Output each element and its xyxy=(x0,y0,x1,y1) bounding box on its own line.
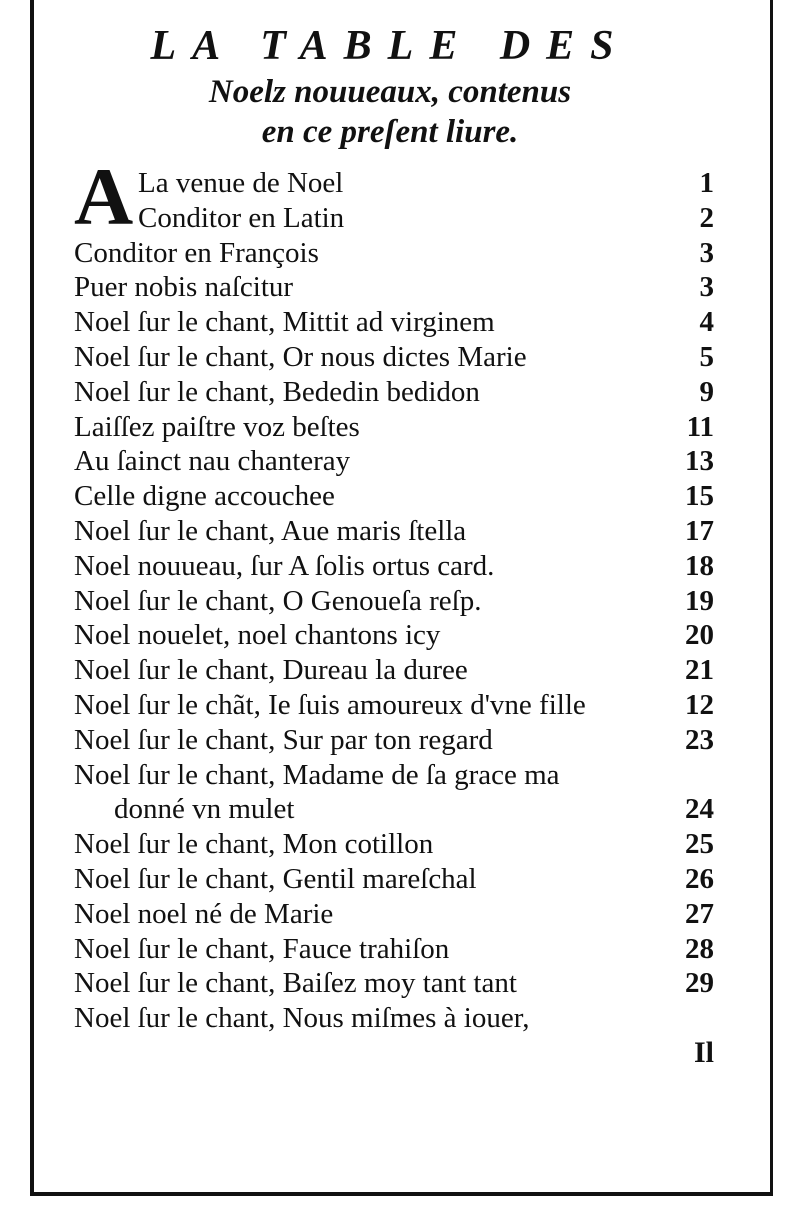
toc-entry-page: 13 xyxy=(685,445,714,478)
table-subtitle-2: en ce preſent liure. xyxy=(261,114,519,150)
toc-entry-page: 25 xyxy=(685,828,714,861)
page-border-bottom xyxy=(30,1192,773,1196)
toc-entry-page: 5 xyxy=(699,340,714,373)
toc-entry-page: 3 xyxy=(699,236,714,269)
toc-entry-title: Noel noel né de Marie xyxy=(74,897,334,930)
toc-entry-page: 29 xyxy=(685,967,714,1000)
toc-entry-page: 27 xyxy=(685,897,714,930)
toc-entry xyxy=(74,479,714,514)
toc-entry-page: 17 xyxy=(685,514,714,547)
toc-entry-page: 15 xyxy=(685,480,714,513)
table-of-contents xyxy=(74,166,714,1071)
toc-entry-page: 24 xyxy=(685,793,714,826)
page-border-left xyxy=(30,0,34,1196)
toc-entry-page: 19 xyxy=(685,584,714,617)
toc-entry xyxy=(74,166,714,201)
toc-entry-title: Noel ſur le chant, Or nous dictes Marie xyxy=(74,340,527,373)
toc-entry xyxy=(74,305,714,340)
toc-entry-page: 2 xyxy=(699,201,714,234)
toc-entry-title: Noel ſur le chant, Madame de ſa grace ma xyxy=(74,758,560,791)
toc-entry-title: Noel ſur le chant, Dureau la duree xyxy=(74,654,468,687)
toc-entry xyxy=(74,618,714,653)
toc-entry-page: 28 xyxy=(685,932,714,965)
toc-entry xyxy=(74,584,714,619)
toc-entry xyxy=(74,410,714,445)
toc-entry xyxy=(74,758,714,793)
toc-entry xyxy=(74,827,714,862)
toc-entry-title: Noel ſur le chant, Baiſez moy tant tant xyxy=(74,967,517,1000)
toc-entry xyxy=(74,653,714,688)
toc-entry-title: Noel nouelet, noel chantons icy xyxy=(74,619,441,652)
toc-entry xyxy=(74,688,714,723)
toc-entry xyxy=(74,270,714,305)
toc-entry xyxy=(74,966,714,1001)
page-border-right xyxy=(770,0,773,1196)
table-title: LA TABLE DES xyxy=(150,23,630,69)
toc-entry xyxy=(74,340,714,375)
toc-entry-page: 11 xyxy=(686,410,714,443)
toc-entry xyxy=(74,862,714,897)
toc-entry-title: Conditor en François xyxy=(74,236,319,269)
toc-entry-title: Conditor en Latin xyxy=(138,201,345,234)
toc-entry xyxy=(74,444,714,479)
toc-entry-title: Noel ſur le chant, Mittit ad virginem xyxy=(74,306,495,339)
toc-entry-page: 9 xyxy=(699,375,714,408)
toc-entry xyxy=(74,514,714,549)
toc-entry xyxy=(74,932,714,967)
toc-entry-title: Noel ſur le chant, Mon cotillon xyxy=(74,828,434,861)
toc-entry-page: 12 xyxy=(685,688,714,721)
toc-entry-title: Laiſſez paiſtre voz beſtes xyxy=(74,410,360,443)
toc-entry-title: La venue de Noel xyxy=(138,167,344,199)
toc-entry-title: Puer nobis naſcitur xyxy=(74,271,294,304)
toc-entry-title: donné vn mulet xyxy=(114,793,295,826)
toc-entry-page: 20 xyxy=(685,619,714,652)
toc-entry-title: Noel ſur le chant, Bededin bedidon xyxy=(74,375,480,408)
toc-entry xyxy=(74,1001,714,1036)
toc-entry-title: Noel ſur le chant, Nous miſmes à iouer, xyxy=(74,1002,530,1035)
drop-cap: A xyxy=(74,151,134,242)
toc-entry xyxy=(74,375,714,410)
toc-entry xyxy=(74,792,714,827)
toc-entry-page: 18 xyxy=(685,549,714,582)
toc-entry xyxy=(74,236,714,271)
toc-entry-title: Noel ſur le chant, Aue maris ſtella xyxy=(74,514,467,547)
toc-entry-page: 1 xyxy=(699,167,714,199)
toc-entry-title: Noel ſur le chant, Fauce trahiſon xyxy=(74,932,450,965)
toc-entry-page: 26 xyxy=(685,862,714,895)
toc-entry xyxy=(74,549,714,584)
toc-entry-title: Noel nouueau, ſur A ſolis ortus card. xyxy=(74,549,495,582)
toc-entry xyxy=(74,723,714,758)
toc-entry xyxy=(74,1036,714,1071)
toc-entry-page: 4 xyxy=(699,306,714,339)
toc-entry-title: Au ſainct nau chanteray xyxy=(74,445,351,478)
toc-entry-page: 23 xyxy=(685,723,714,756)
table-subtitle: Noelz nouueaux, contenus xyxy=(208,74,572,110)
toc-entry-page: 3 xyxy=(699,271,714,304)
toc-entry-title: Noel ſur le chant, Gentil mareſchal xyxy=(74,862,477,895)
toc-entry-title: Noel ſur le chant, Sur par ton regard xyxy=(74,723,493,756)
toc-entry-title: Noel ſur le chant, O Genoueſa reſp. xyxy=(74,584,482,617)
toc-entry xyxy=(74,897,714,932)
toc-entry-page: Il xyxy=(693,1035,714,1069)
toc-entry-page: 21 xyxy=(685,654,714,687)
toc-entry-title: Noel ſur le chãt, Ie ſuis amoureux d'vne fille xyxy=(74,688,586,721)
toc-entry-title: Celle digne accouchee xyxy=(74,480,335,513)
toc-entry xyxy=(74,201,714,236)
